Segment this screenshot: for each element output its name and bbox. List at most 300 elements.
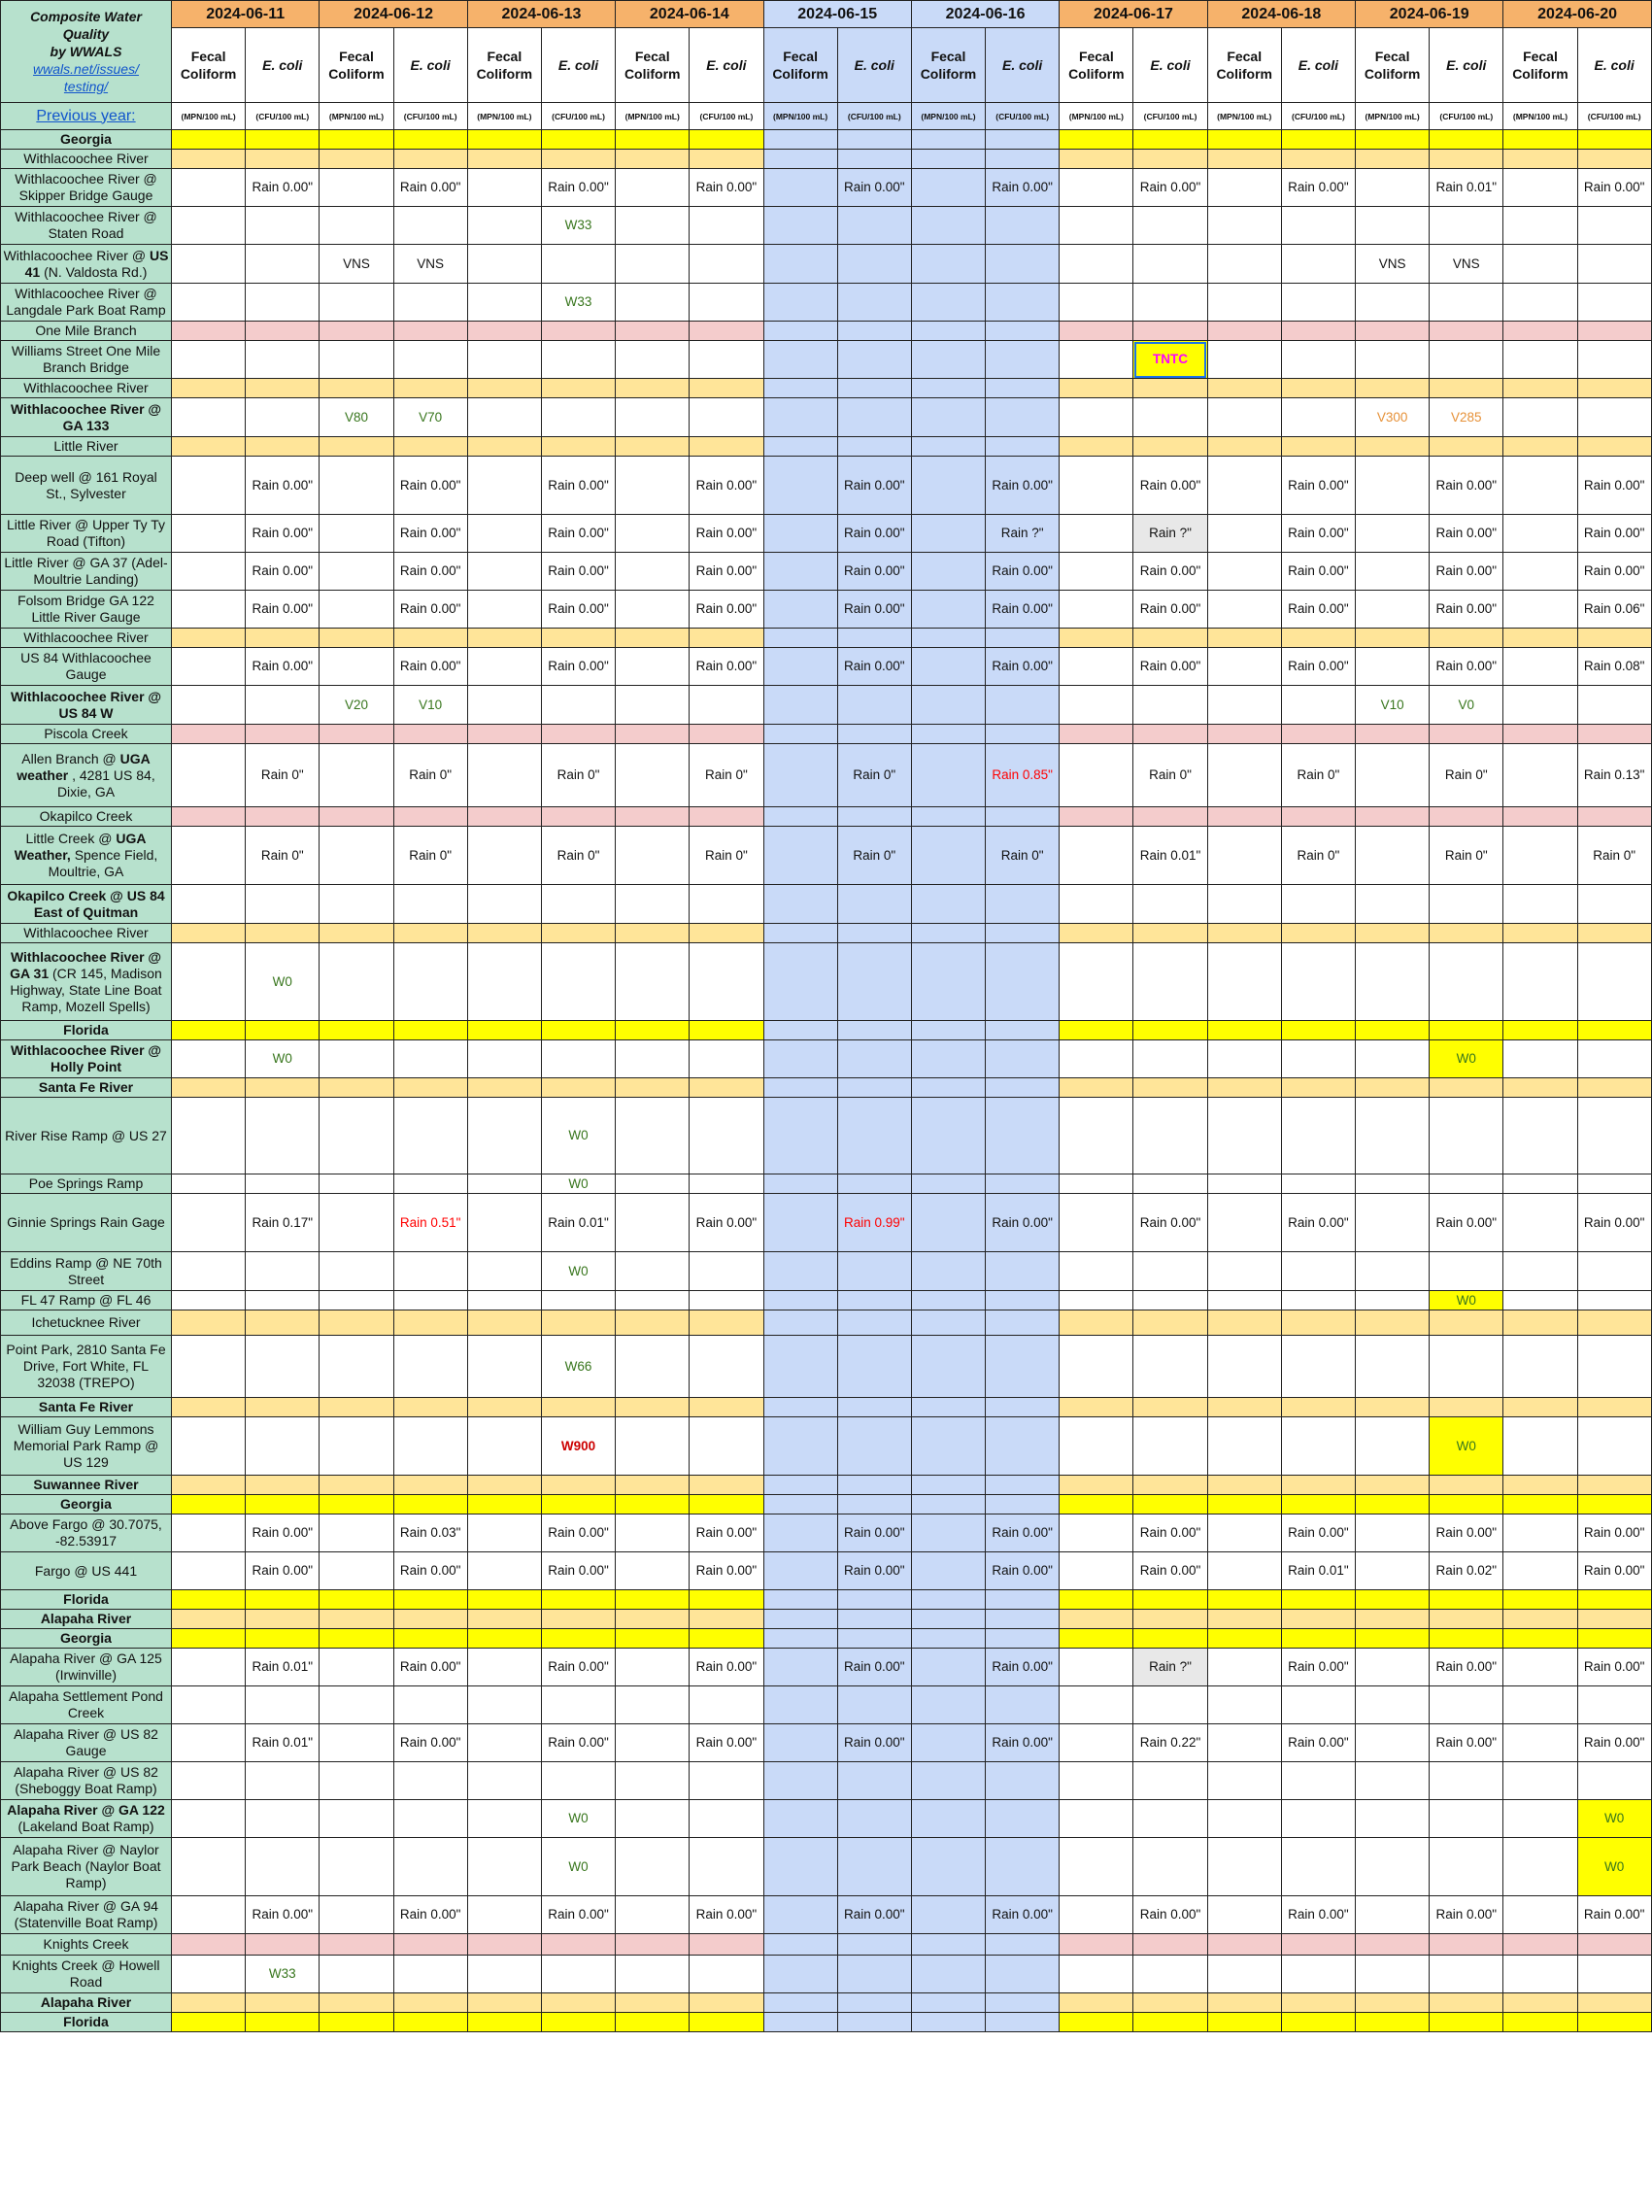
value-cell[interactable] — [986, 1098, 1060, 1174]
value-cell[interactable] — [172, 1098, 246, 1174]
rain-value-cell[interactable]: Rain 0.00" — [1281, 1649, 1355, 1686]
value-cell[interactable] — [986, 1800, 1060, 1838]
value-cell[interactable] — [1060, 725, 1133, 744]
value-cell[interactable] — [1060, 686, 1133, 725]
value-cell[interactable] — [1133, 437, 1207, 457]
value-cell[interactable] — [616, 398, 690, 437]
value-cell[interactable] — [320, 1174, 393, 1194]
value-cell[interactable] — [1356, 1629, 1430, 1649]
value-cell[interactable] — [911, 1078, 985, 1098]
value-cell[interactable] — [1060, 284, 1133, 322]
value-cell[interactable] — [837, 1762, 911, 1800]
rain-value-cell[interactable]: Rain 0.00" — [246, 553, 320, 591]
value-cell[interactable] — [690, 1078, 763, 1098]
value-cell[interactable] — [690, 1040, 763, 1078]
value-cell[interactable] — [1356, 648, 1430, 686]
rain-value-cell[interactable]: Rain 0.00" — [986, 591, 1060, 629]
value-cell[interactable] — [911, 553, 985, 591]
value-cell[interactable] — [986, 1417, 1060, 1476]
rain-value-cell[interactable]: Rain 0.99" — [837, 1194, 911, 1252]
value-cell[interactable] — [1207, 1174, 1281, 1194]
value-cell[interactable] — [1060, 398, 1133, 437]
value-cell[interactable] — [1577, 437, 1651, 457]
value-cell[interactable] — [1430, 1310, 1503, 1336]
value-cell[interactable] — [1207, 1649, 1281, 1686]
value-cell[interactable] — [1207, 744, 1281, 807]
value-cell[interactable] — [320, 1021, 393, 1040]
value-cell[interactable] — [541, 1398, 615, 1417]
value-cell[interactable] — [986, 130, 1060, 150]
value-cell[interactable] — [467, 245, 541, 284]
value-cell[interactable] — [1356, 885, 1430, 924]
fecal-column-header[interactable]: Fecal Coliform — [616, 28, 690, 103]
value-cell[interactable] — [246, 1417, 320, 1476]
value-cell[interactable] — [172, 744, 246, 807]
value-cell[interactable] — [1503, 686, 1577, 725]
value-cell[interactable] — [393, 1417, 467, 1476]
value-cell[interactable] — [320, 591, 393, 629]
value-cell[interactable] — [986, 1078, 1060, 1098]
value-cell[interactable] — [986, 943, 1060, 1021]
value-cell[interactable] — [172, 1336, 246, 1398]
value-cell[interactable] — [467, 1098, 541, 1174]
value-cell[interactable] — [172, 1838, 246, 1896]
row-label-poe-springs-ramp[interactable] — [1, 1174, 172, 1194]
value-cell[interactable] — [690, 1291, 763, 1310]
value-cell[interactable] — [1356, 629, 1430, 648]
value-cell[interactable] — [1503, 515, 1577, 553]
value-cell[interactable] — [1503, 1800, 1577, 1838]
value-cell[interactable] — [172, 245, 246, 284]
value-cell[interactable] — [172, 943, 246, 1021]
value-cell[interactable] — [616, 1174, 690, 1194]
value-cell[interactable] — [1133, 629, 1207, 648]
value-cell[interactable] — [690, 1417, 763, 1476]
value-cell[interactable] — [467, 1174, 541, 1194]
value-cell[interactable] — [1503, 1838, 1577, 1896]
rain-value-cell[interactable]: Rain 0.85" — [986, 744, 1060, 807]
value-cell[interactable] — [1430, 130, 1503, 150]
rain-value-cell[interactable]: Rain 0.00" — [393, 1649, 467, 1686]
value-cell[interactable] — [393, 1762, 467, 1800]
value-cell[interactable] — [690, 1590, 763, 1610]
value-cell[interactable] — [837, 2013, 911, 2032]
value-cell[interactable] — [986, 398, 1060, 437]
rain-value-cell[interactable]: Rain 0.00" — [1430, 648, 1503, 686]
value-cell[interactable] — [1207, 2013, 1281, 2032]
value-cell[interactable] — [172, 284, 246, 322]
value-cell[interactable] — [393, 1310, 467, 1336]
value-cell[interactable] — [172, 1686, 246, 1724]
row-label-ichetucknee-river[interactable] — [1, 1310, 172, 1336]
value-cell[interactable] — [1281, 1252, 1355, 1291]
rain-value-cell[interactable]: Rain 0.00" — [393, 1896, 467, 1934]
value-cell[interactable] — [1133, 1098, 1207, 1174]
value-cell[interactable] — [172, 1040, 246, 1078]
rain-value-cell[interactable]: Rain 0.00" — [1281, 1194, 1355, 1252]
value-cell[interactable] — [541, 437, 615, 457]
rain-value-cell[interactable]: Rain 0.01" — [246, 1649, 320, 1686]
value-cell[interactable] — [616, 1838, 690, 1896]
value-cell[interactable] — [690, 1310, 763, 1336]
rain-value-cell[interactable]: Rain 0" — [393, 744, 467, 807]
value-cell[interactable] — [616, 807, 690, 827]
value-cell[interactable] — [467, 591, 541, 629]
rain-value-cell[interactable]: Rain 0.00" — [1430, 457, 1503, 515]
sample-value-cell[interactable]: W0 — [541, 1800, 615, 1838]
value-cell[interactable] — [1060, 629, 1133, 648]
rain-value-cell[interactable]: Rain 0.00" — [690, 1514, 763, 1552]
value-cell[interactable] — [911, 1838, 985, 1896]
value-cell[interactable] — [467, 1417, 541, 1476]
value-cell[interactable] — [837, 1495, 911, 1514]
value-cell[interactable] — [467, 1956, 541, 1993]
rain-value-cell[interactable]: Rain ?" — [1133, 1649, 1207, 1686]
value-cell[interactable] — [1133, 130, 1207, 150]
value-cell[interactable] — [1207, 629, 1281, 648]
rain-value-cell[interactable]: Rain 0.00" — [541, 648, 615, 686]
value-cell[interactable] — [1207, 1590, 1281, 1610]
value-cell[interactable] — [467, 1021, 541, 1040]
value-cell[interactable] — [320, 1956, 393, 1993]
date-header[interactable]: 2024-06-12 — [320, 1, 467, 28]
rain-value-cell[interactable]: Rain 0.00" — [690, 1552, 763, 1590]
rain-value-cell[interactable]: Rain 0.00" — [246, 169, 320, 207]
rain-value-cell[interactable]: Rain 0.00" — [1133, 1514, 1207, 1552]
value-cell[interactable] — [911, 1514, 985, 1552]
value-cell[interactable] — [172, 1495, 246, 1514]
value-cell[interactable] — [1207, 725, 1281, 744]
value-cell[interactable] — [690, 245, 763, 284]
row-label-withlacoochee-river-langdale-park-boat-ramp[interactable] — [1, 284, 172, 322]
rain-value-cell[interactable]: Rain 0.00" — [1281, 553, 1355, 591]
value-cell[interactable] — [1430, 1021, 1503, 1040]
value-cell[interactable] — [1281, 943, 1355, 1021]
value-cell[interactable] — [763, 629, 837, 648]
value-cell[interactable] — [320, 1398, 393, 1417]
value-cell[interactable] — [1133, 1495, 1207, 1514]
value-cell[interactable] — [986, 1686, 1060, 1724]
value-cell[interactable] — [1133, 245, 1207, 284]
value-cell[interactable] — [1133, 1398, 1207, 1417]
value-cell[interactable] — [1356, 591, 1430, 629]
rain-value-cell[interactable]: Rain 0.00" — [690, 553, 763, 591]
value-cell[interactable] — [320, 1252, 393, 1291]
value-cell[interactable] — [467, 648, 541, 686]
value-cell[interactable] — [1356, 130, 1430, 150]
rain-value-cell[interactable]: Rain ?" — [1133, 515, 1207, 553]
rain-value-cell[interactable]: Rain 0.00" — [986, 169, 1060, 207]
value-cell[interactable] — [1060, 1629, 1133, 1649]
rain-value-cell[interactable]: Rain 0" — [1133, 744, 1207, 807]
rain-value-cell[interactable]: Rain 0.00" — [1577, 1896, 1651, 1934]
row-label-allen-branch[interactable] — [1, 744, 172, 807]
row-label-santa-fe-river[interactable] — [1, 1398, 172, 1417]
value-cell[interactable] — [1133, 1417, 1207, 1476]
value-cell[interactable] — [911, 648, 985, 686]
value-cell[interactable] — [1577, 1040, 1651, 1078]
value-cell[interactable] — [467, 207, 541, 245]
value-cell[interactable] — [616, 1310, 690, 1336]
value-cell[interactable] — [763, 457, 837, 515]
value-cell[interactable] — [1356, 322, 1430, 341]
value-cell[interactable] — [763, 398, 837, 437]
value-cell[interactable] — [1356, 1610, 1430, 1629]
value-cell[interactable] — [1133, 1934, 1207, 1956]
rain-value-cell[interactable]: Rain 0" — [1430, 744, 1503, 807]
value-cell[interactable] — [1577, 1934, 1651, 1956]
value-cell[interactable] — [763, 1610, 837, 1629]
value-cell[interactable] — [1503, 629, 1577, 648]
value-cell[interactable] — [172, 1291, 246, 1310]
value-cell[interactable] — [690, 1098, 763, 1174]
value-cell[interactable] — [246, 322, 320, 341]
value-cell[interactable] — [320, 1417, 393, 1476]
value-cell[interactable] — [320, 1194, 393, 1252]
value-cell[interactable] — [1503, 553, 1577, 591]
value-cell[interactable] — [1207, 169, 1281, 207]
row-label-withlacoochee-river-staten-road[interactable] — [1, 207, 172, 245]
rain-value-cell[interactable]: Rain 0.00" — [690, 591, 763, 629]
row-label-us-84-withlacoochee-gauge[interactable] — [1, 648, 172, 686]
value-cell[interactable] — [1207, 379, 1281, 398]
value-cell[interactable] — [986, 1495, 1060, 1514]
value-cell[interactable] — [1503, 648, 1577, 686]
value-cell[interactable] — [986, 1934, 1060, 1956]
value-cell[interactable] — [1060, 1686, 1133, 1724]
value-cell[interactable] — [1503, 1629, 1577, 1649]
value-cell[interactable] — [1207, 1956, 1281, 1993]
rain-value-cell[interactable]: Rain 0.00" — [1430, 553, 1503, 591]
value-cell[interactable] — [1060, 1078, 1133, 1098]
rain-value-cell[interactable]: Rain 0.00" — [393, 591, 467, 629]
row-label-withlacoochee-river-skipper-bridge-gauge[interactable] — [1, 169, 172, 207]
value-cell[interactable] — [837, 1252, 911, 1291]
value-cell[interactable] — [1133, 1762, 1207, 1800]
value-cell[interactable] — [986, 437, 1060, 457]
value-cell[interactable] — [616, 1993, 690, 2013]
value-cell[interactable] — [1503, 591, 1577, 629]
ecoli-column-header[interactable]: E. coli — [986, 28, 1060, 103]
value-cell[interactable] — [320, 827, 393, 885]
value-cell[interactable] — [1133, 1629, 1207, 1649]
value-cell[interactable] — [467, 130, 541, 150]
value-cell[interactable] — [837, 245, 911, 284]
value-cell[interactable] — [393, 1174, 467, 1194]
value-cell[interactable] — [837, 1098, 911, 1174]
value-cell[interactable] — [393, 1021, 467, 1040]
value-cell[interactable] — [1356, 1174, 1430, 1194]
ecoli-column-header[interactable]: E. coli — [393, 28, 467, 103]
value-cell[interactable] — [616, 1629, 690, 1649]
value-cell[interactable] — [690, 1934, 763, 1956]
value-cell[interactable] — [616, 629, 690, 648]
value-cell[interactable] — [763, 943, 837, 1021]
value-cell[interactable] — [763, 130, 837, 150]
sample-value-cell[interactable]: W0 — [1430, 1417, 1503, 1476]
value-cell[interactable] — [1060, 1194, 1133, 1252]
value-cell[interactable] — [1356, 207, 1430, 245]
value-cell[interactable] — [1577, 1762, 1651, 1800]
value-cell[interactable] — [911, 1800, 985, 1838]
value-cell[interactable] — [320, 1476, 393, 1495]
value-cell[interactable] — [1356, 1800, 1430, 1838]
value-cell[interactable] — [1356, 943, 1430, 1021]
fecal-column-header[interactable]: Fecal Coliform — [467, 28, 541, 103]
value-cell[interactable] — [763, 150, 837, 169]
value-cell[interactable] — [1356, 1552, 1430, 1590]
value-cell[interactable] — [837, 150, 911, 169]
value-cell[interactable] — [1207, 1724, 1281, 1762]
sample-value-cell[interactable]: W66 — [541, 1336, 615, 1398]
value-cell[interactable] — [467, 1291, 541, 1310]
value-cell[interactable] — [911, 744, 985, 807]
value-cell[interactable] — [1356, 1686, 1430, 1724]
value-cell[interactable] — [986, 924, 1060, 943]
rain-value-cell[interactable]: Rain 0.00" — [393, 1552, 467, 1590]
value-cell[interactable] — [1133, 207, 1207, 245]
value-cell[interactable] — [467, 1934, 541, 1956]
value-cell[interactable] — [1207, 1762, 1281, 1800]
value-cell[interactable] — [393, 1098, 467, 1174]
date-header[interactable]: 2024-06-16 — [911, 1, 1059, 28]
value-cell[interactable] — [1281, 725, 1355, 744]
value-cell[interactable] — [1060, 1590, 1133, 1610]
sample-value-cell[interactable]: W33 — [541, 284, 615, 322]
rain-value-cell[interactable]: Rain 0.00" — [541, 457, 615, 515]
value-cell[interactable] — [1430, 807, 1503, 827]
ecoli-column-header[interactable]: E. coli — [837, 28, 911, 103]
value-cell[interactable] — [911, 2013, 985, 2032]
value-cell[interactable] — [393, 943, 467, 1021]
value-cell[interactable] — [172, 322, 246, 341]
value-cell[interactable] — [616, 379, 690, 398]
value-cell[interactable] — [1207, 457, 1281, 515]
value-cell[interactable] — [246, 1993, 320, 2013]
value-cell[interactable] — [837, 686, 911, 725]
value-cell[interactable] — [246, 1398, 320, 1417]
value-cell[interactable] — [1060, 379, 1133, 398]
rain-value-cell[interactable]: Rain 0.00" — [690, 1194, 763, 1252]
value-cell[interactable] — [1281, 629, 1355, 648]
value-cell[interactable] — [1281, 1610, 1355, 1629]
rain-value-cell[interactable]: Rain 0.00" — [837, 648, 911, 686]
value-cell[interactable] — [690, 1956, 763, 1993]
value-cell[interactable] — [1060, 1724, 1133, 1762]
value-cell[interactable] — [320, 1098, 393, 1174]
value-cell[interactable] — [1430, 1495, 1503, 1514]
value-cell[interactable] — [393, 1956, 467, 1993]
value-cell[interactable] — [911, 169, 985, 207]
value-cell[interactable] — [763, 1649, 837, 1686]
row-label-withlacoochee-river-holly-point[interactable] — [1, 1040, 172, 1078]
ecoli-column-header[interactable]: E. coli — [1133, 28, 1207, 103]
value-cell[interactable] — [541, 1934, 615, 1956]
value-cell[interactable] — [467, 1590, 541, 1610]
value-cell[interactable] — [172, 1762, 246, 1800]
value-cell[interactable] — [320, 1078, 393, 1098]
rain-value-cell[interactable]: Rain 0.00" — [690, 169, 763, 207]
rain-value-cell[interactable]: Rain 0.00" — [986, 1552, 1060, 1590]
sample-value-cell[interactable]: W0 — [541, 1098, 615, 1174]
value-cell[interactable] — [1356, 1934, 1430, 1956]
value-cell[interactable] — [1060, 1838, 1133, 1896]
value-cell[interactable] — [1060, 827, 1133, 885]
value-cell[interactable] — [1133, 1610, 1207, 1629]
sample-value-cell[interactable]: VNS — [1356, 245, 1430, 284]
sample-value-cell[interactable]: VNS — [393, 245, 467, 284]
sample-value-cell[interactable]: V10 — [393, 686, 467, 725]
rain-value-cell[interactable]: Rain 0.00" — [541, 169, 615, 207]
value-cell[interactable] — [393, 1398, 467, 1417]
value-cell[interactable] — [393, 1993, 467, 2013]
value-cell[interactable] — [616, 553, 690, 591]
value-cell[interactable] — [1060, 322, 1133, 341]
rain-value-cell[interactable]: Rain 0.00" — [986, 457, 1060, 515]
value-cell[interactable] — [246, 2013, 320, 2032]
value-cell[interactable] — [986, 1336, 1060, 1398]
value-cell[interactable] — [541, 1310, 615, 1336]
value-cell[interactable] — [616, 437, 690, 457]
value-cell[interactable] — [172, 1514, 246, 1552]
sample-value-cell[interactable]: W0 — [1430, 1040, 1503, 1078]
value-cell[interactable] — [1356, 1649, 1430, 1686]
value-cell[interactable] — [616, 1078, 690, 1098]
value-cell[interactable] — [172, 150, 246, 169]
value-cell[interactable] — [911, 1686, 985, 1724]
rain-value-cell[interactable]: Rain 0.00" — [690, 648, 763, 686]
value-cell[interactable] — [1503, 1552, 1577, 1590]
row-label-alapaha-river-us-82-gauge[interactable] — [1, 1724, 172, 1762]
row-label-above-fargo-30-7075-82-53917[interactable] — [1, 1514, 172, 1552]
value-cell[interactable] — [616, 1649, 690, 1686]
value-cell[interactable] — [467, 341, 541, 379]
value-cell[interactable] — [911, 1021, 985, 1040]
value-cell[interactable] — [467, 744, 541, 807]
value-cell[interactable] — [1503, 1993, 1577, 2013]
value-cell[interactable] — [172, 457, 246, 515]
value-cell[interactable] — [1060, 1252, 1133, 1291]
value-cell[interactable] — [763, 1800, 837, 1838]
value-cell[interactable] — [837, 1078, 911, 1098]
value-cell[interactable] — [1060, 1934, 1133, 1956]
value-cell[interactable] — [837, 1838, 911, 1896]
value-cell[interactable] — [467, 1514, 541, 1552]
value-cell[interactable] — [763, 379, 837, 398]
value-cell[interactable] — [467, 1993, 541, 2013]
value-cell[interactable] — [541, 379, 615, 398]
value-cell[interactable] — [1503, 130, 1577, 150]
value-cell[interactable] — [246, 1476, 320, 1495]
value-cell[interactable] — [690, 379, 763, 398]
value-cell[interactable] — [986, 1590, 1060, 1610]
value-cell[interactable] — [616, 284, 690, 322]
value-cell[interactable] — [837, 943, 911, 1021]
value-cell[interactable] — [911, 245, 985, 284]
value-cell[interactable] — [911, 1174, 985, 1194]
row-label-withlacoochee-river-ga-31[interactable] — [1, 943, 172, 1021]
value-cell[interactable] — [393, 1686, 467, 1724]
value-cell[interactable] — [1133, 1078, 1207, 1098]
value-cell[interactable] — [393, 437, 467, 457]
value-cell[interactable] — [1060, 1495, 1133, 1514]
value-cell[interactable] — [541, 1993, 615, 2013]
row-label-georgia[interactable] — [1, 1629, 172, 1649]
value-cell[interactable] — [837, 725, 911, 744]
rain-value-cell[interactable]: Rain 0" — [246, 827, 320, 885]
value-cell[interactable] — [911, 1291, 985, 1310]
value-cell[interactable] — [1356, 827, 1430, 885]
